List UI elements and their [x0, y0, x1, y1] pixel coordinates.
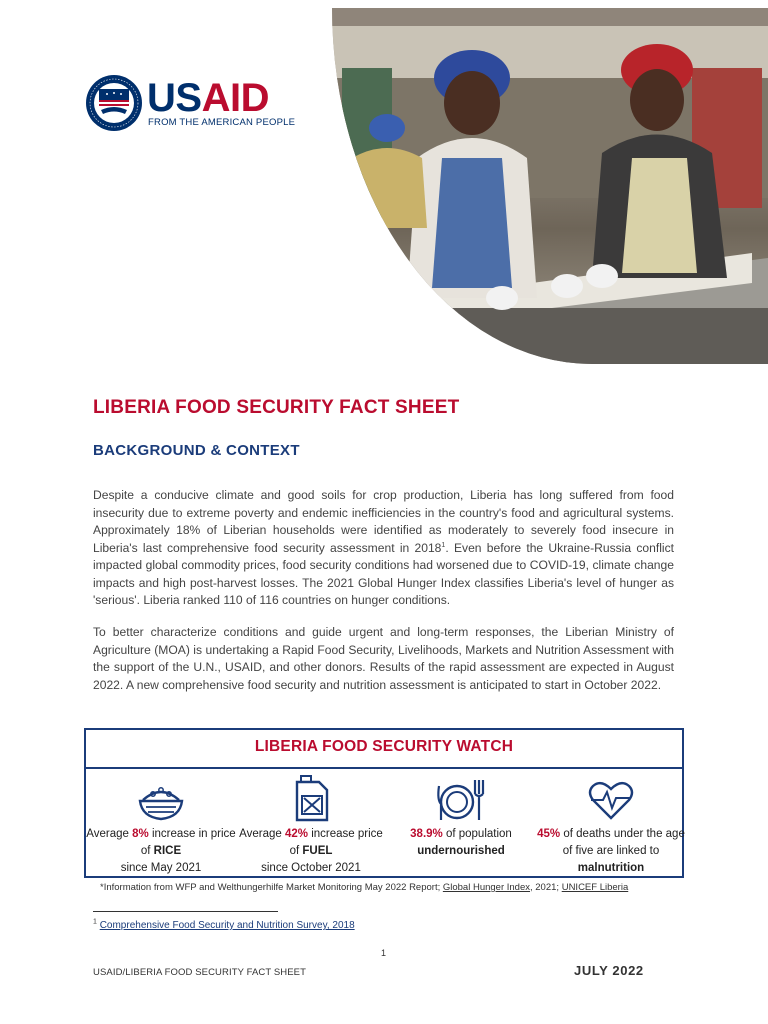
header-photo — [332, 8, 768, 364]
stat-fuel — [236, 774, 386, 877]
logo-word-aid: AID — [201, 76, 269, 120]
footnote-divider — [93, 911, 278, 912]
usaid-logo — [85, 74, 296, 134]
usaid-wordmark — [147, 78, 269, 118]
workers-photo-illustration — [332, 8, 768, 364]
stat-text: increase price of — [289, 828, 383, 857]
footer-title: USAID/LIBERIA FOOD SECURITY FACT SHEET — [93, 967, 307, 978]
page-title: LIBERIA FOOD SECURITY FACT SHEET — [93, 397, 460, 418]
rice-bowl-icon — [135, 774, 187, 824]
stat-keyword: FUEL — [302, 845, 333, 857]
stat-text: increase in price of — [140, 828, 236, 857]
source-text: *Information from WFP and Welthungerhilfe Market Monitoring May 2022 Report; — [100, 882, 443, 893]
footnote-ref[interactable]: 1 — [441, 541, 446, 549]
background-paragraph-1 — [93, 487, 674, 610]
stat-keyword: malnutrition — [577, 862, 645, 874]
fuel-can-icon — [285, 774, 337, 824]
food-security-watch-box — [84, 728, 684, 878]
stat-keyword: RICE — [153, 845, 182, 857]
stat-text: Average — [239, 828, 285, 840]
stat-keyword: undernourished — [417, 845, 505, 857]
stat-value: 38.9% — [410, 828, 443, 840]
footnote — [93, 920, 355, 931]
footnote-number: 1 — [93, 918, 97, 926]
stat-malnutrition — [536, 774, 686, 877]
section-heading: BACKGROUND & CONTEXT — [93, 442, 300, 459]
global-hunger-index-link[interactable]: Global Hunger Index — [442, 882, 530, 893]
stat-text: of deaths under the age of five are linked to — [560, 828, 685, 857]
source-text: , 2021; — [530, 882, 562, 893]
stat-text: since October 2021 — [261, 862, 361, 874]
usaid-seal-icon — [85, 74, 143, 132]
page-number: 1 — [381, 948, 387, 958]
unicef-liberia-link[interactable]: UNICEF Liberia — [561, 882, 629, 893]
stat-value: 8% — [132, 828, 149, 840]
stat-text: of population — [442, 828, 512, 840]
para1-text: Despite a conducive climate and good soils for crop production, Liberia has long suffered from food insecurity due to extreme poverty and endemic inefficiencies in the country's food and agricultural systems. Approximately 18% of Liberian households were identified as moderately to severely food insecure in Liberia's last comprehensive food security assessment in 2018 — [93, 488, 674, 555]
stat-undernourished — [386, 774, 536, 860]
stat-text: Average — [86, 828, 133, 840]
stat-text: since May 2021 — [120, 862, 202, 874]
background-paragraph-2: To better characterize conditions and guide urgent and long-term responses, the Liberian Ministry of Agriculture (MOA) is undertaking a Rapid Food Security, Livelihoods, Markets and Nutrition Assessment with the support of the U.N., USAID, and other donors. Results of the rapid assessment are expected in August 2022. A new comprehensive food security and nutrition assessment is anticipated to start in October 2022. — [93, 625, 674, 692]
stat-rice — [86, 774, 236, 877]
stat-value: 45% — [537, 828, 561, 840]
watch-divider — [86, 767, 682, 769]
plate-cutlery-icon — [435, 774, 487, 824]
logo-word-us: US — [147, 76, 202, 120]
logo-tagline: FROM THE AMERICAN PEOPLE — [148, 117, 296, 128]
watch-title: LIBERIA FOOD SECURITY WATCH — [254, 738, 514, 755]
footer-date: JULY 2022 — [574, 963, 644, 978]
footnote-link[interactable]: Comprehensive Food Security and Nutrition Survey, 2018 — [99, 920, 355, 931]
para1-text-continued: . Even before the Ukraine-Russia conflict impacted global commodity prices, food security conditions had worsened due to COVID-19, climate change impacts and high post-harvest losses. The 2021 Global Hunger Index classifies Liberia's level of hunger as 'serious'. Liberia ranked 110 of 116 countries on hunger conditions. — [93, 540, 675, 607]
source-note — [100, 882, 628, 893]
heartbeat-icon — [585, 774, 637, 824]
stat-value: 42% — [285, 828, 309, 840]
